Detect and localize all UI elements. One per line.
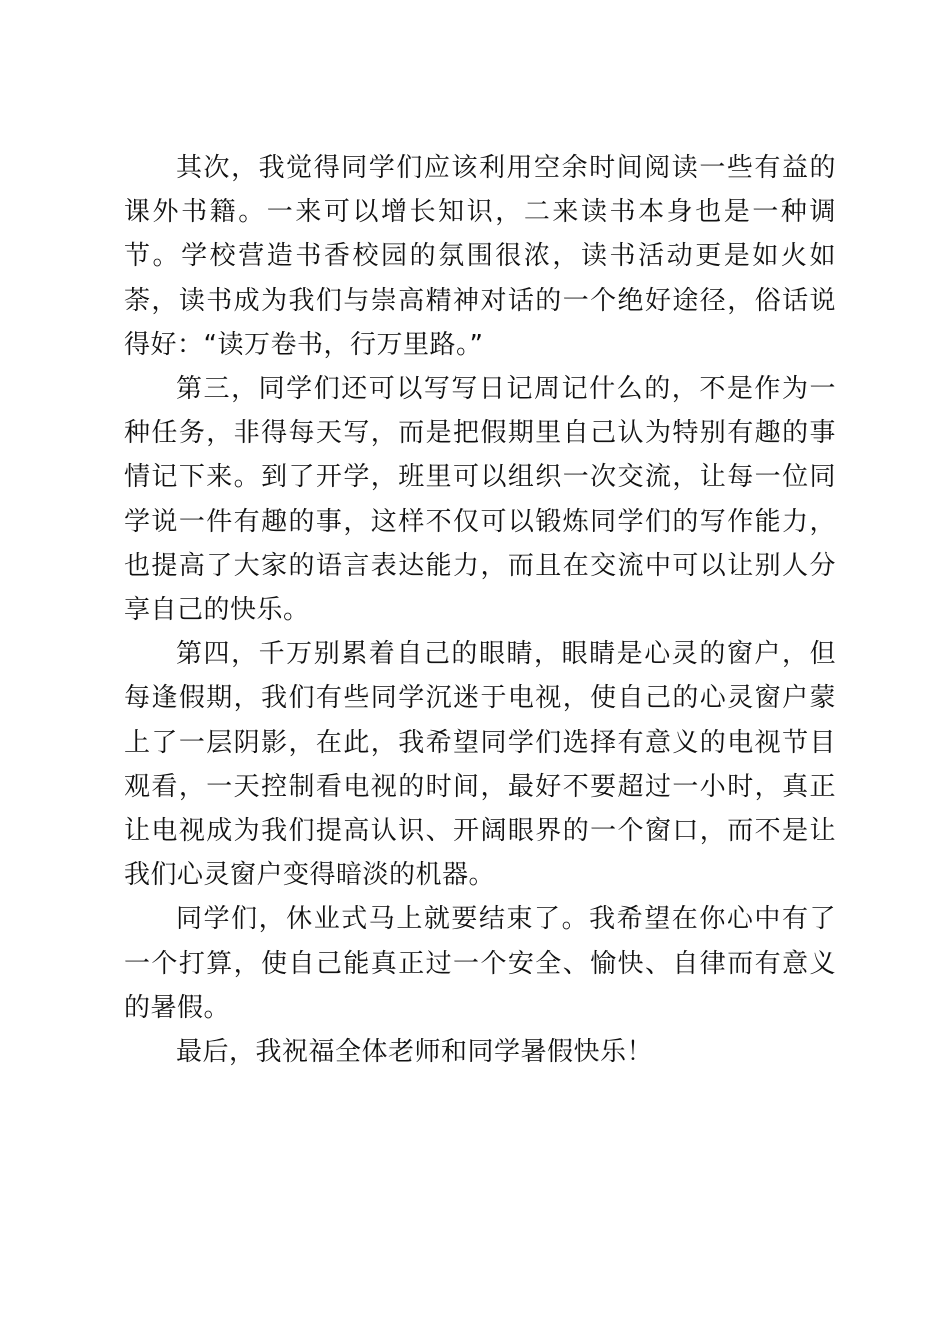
paragraph-eye-care: 第四，千万别累着自己的眼睛，眼睛是心灵的窗户，但每逢假期，我们有些同学沉迷于电视，使自己的心灵窗户蒙上了一层阴影，在此，我希望同学们选择有意义的电视节目观看，一天控制看电视的时间，最好不要超过一小时，真正让电视成为我们提高认识、开阔眼界的一个窗口，而不是让我们心灵窗户变得暗淡的机器。 xyxy=(124,639,836,891)
paragraph-final-wishes: 最后，我祝福全体老师和同学暑假快乐！ xyxy=(176,1037,654,1068)
paragraph-reading-books: 其次，我觉得同学们应该利用空余时间阅读一些有益的课外书籍。一来可以增长知识，二来读书本身也是一种调节。学校营造书香校园的氛围很浓，读书活动更是如火如荼，读书成为我们与崇高精神对话的一个绝好途径，俗话说得好：“读万卷书，行万里路。” xyxy=(124,153,836,360)
paragraph-closing-plan: 同学们，休业式马上就要结束了。我希望在你心中有了一个打算，使自己能真正过一个安全、愉快、自律而有意义的暑假。 xyxy=(124,904,836,1023)
document-body xyxy=(124,146,836,1074)
paragraph-diary-writing: 第三，同学们还可以写写日记周记什么的，不是作为一种任务，非得每天写，而是把假期里自己认为特别有趣的事情记下来。到了开学，班里可以组织一次交流，让每一位同学说一件有趣的事，这样不仅可以锻炼同学们的写作能力，也提高了大家的语言表达能力，而且在交流中可以让别人分享自己的快乐。 xyxy=(124,374,836,626)
